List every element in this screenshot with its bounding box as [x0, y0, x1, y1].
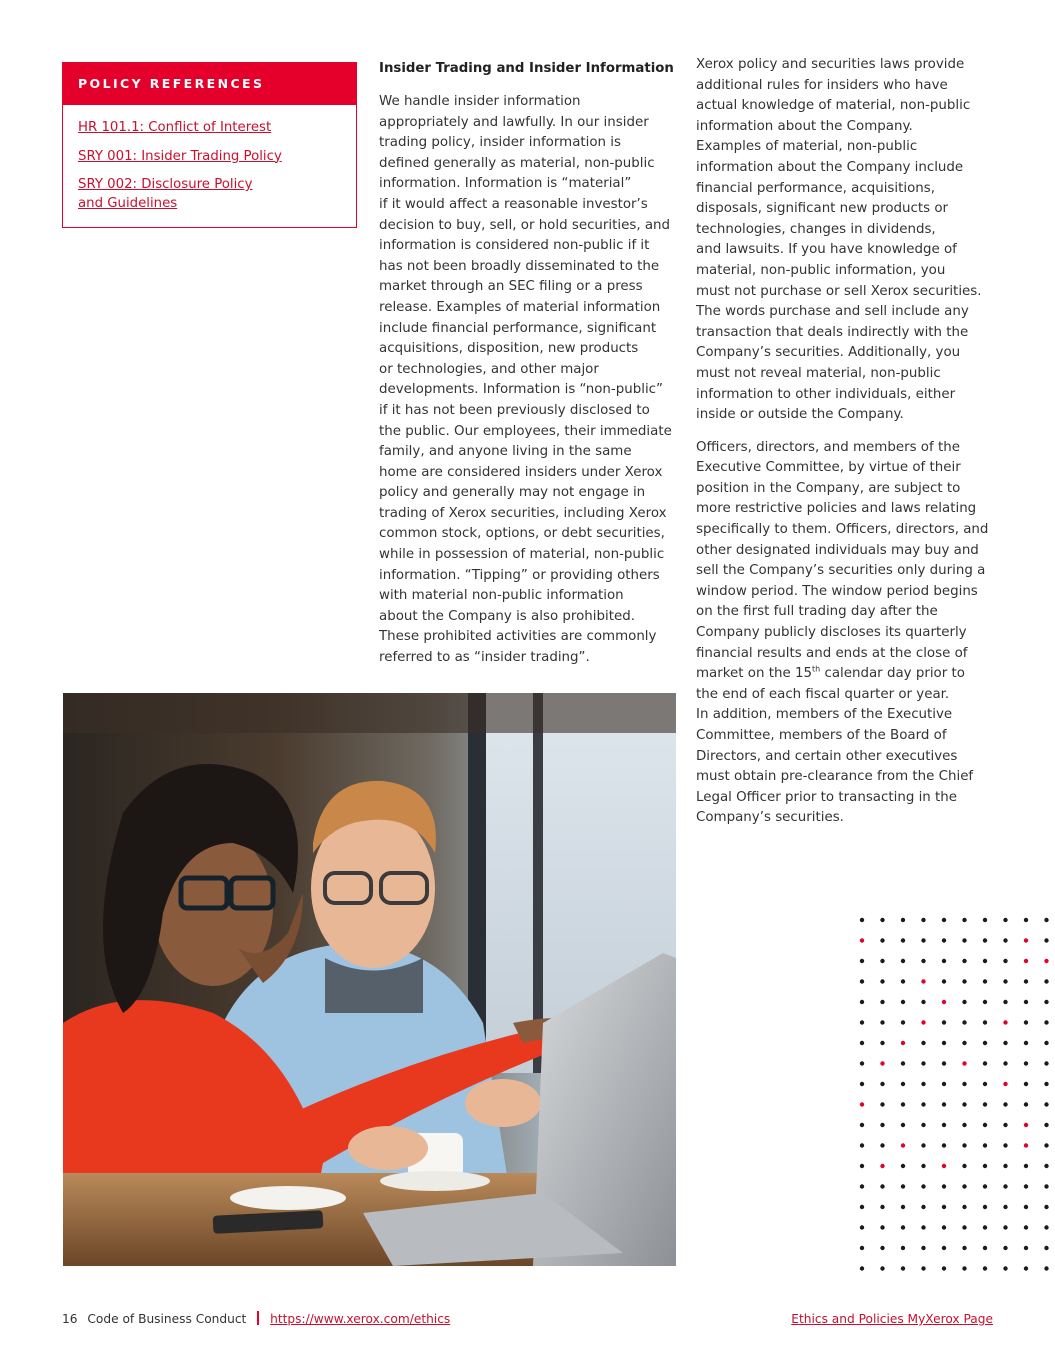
decorative-dot: [880, 918, 884, 922]
decorative-dot: [1044, 1041, 1048, 1045]
decorative-dot: [962, 1082, 966, 1086]
decorative-dot: [983, 1143, 987, 1147]
decorative-dot: [921, 1266, 925, 1270]
decorative-dot: [942, 1225, 946, 1229]
policy-link-sry-001[interactable]: SRY 001: Insider Trading Policy: [78, 148, 282, 164]
decorative-dot: [921, 1184, 925, 1188]
decorative-dot: [1024, 1102, 1028, 1106]
decorative-dot: [942, 918, 946, 922]
decorative-dot: [901, 938, 905, 942]
footer-separator: [257, 1311, 259, 1325]
decorative-dot: [1044, 1246, 1048, 1250]
decorative-dot: [860, 1143, 864, 1147]
decorative-dot: [880, 1184, 884, 1188]
policy-references-box: [62, 62, 357, 228]
decorative-dot: [942, 1205, 946, 1209]
decorative-dot: [860, 1266, 864, 1270]
decorative-dot: [1044, 1061, 1048, 1065]
decorative-dot: [942, 1246, 946, 1250]
decorative-dot: [921, 959, 925, 963]
decorative-dot: [880, 1020, 884, 1024]
decorative-dot: [1044, 1164, 1048, 1168]
decorative-dot: [962, 1123, 966, 1127]
decorative-dot: [1044, 1000, 1048, 1004]
decorative-dot: [880, 1266, 884, 1270]
decorative-dot: [901, 1123, 905, 1127]
decorative-dot: [962, 1225, 966, 1229]
decorative-dot: [942, 1123, 946, 1127]
decorative-dot: [983, 1246, 987, 1250]
decorative-dot: [1024, 1266, 1028, 1270]
decorative-dot: [880, 1000, 884, 1004]
decorative-dot: [901, 1246, 905, 1250]
decorative-dot: [921, 1164, 925, 1168]
decorative-dot: [1024, 1123, 1028, 1127]
decorative-dot: [921, 938, 925, 942]
decorative-dot: [1003, 1143, 1007, 1147]
decorative-dot: [921, 1000, 925, 1004]
decorative-dot-grid: [855, 912, 1055, 1282]
dot-grid-svg: [855, 912, 1055, 1282]
decorative-dot: [983, 1225, 987, 1229]
decorative-dot: [880, 1225, 884, 1229]
decorative-dot: [1024, 1225, 1028, 1229]
decorative-dot: [983, 959, 987, 963]
insider-trading-paragraph: We handle insider information appropriately and lawfully. In our insider trading policy, insider information is defined generally as material, non-public information. Information is “material” if it would affect a reasonable investor’s decision to buy, sell, or hold securities, and information is considered non-public if it has not been broadly disseminated to the market through an SEC filing or a press release. Examples of material information include financial performance, significant acquisitions, disposition, new products or technologies, and other major developments. Information is “non-public” if it has not been previously disclosed to the public. Our employees, their immediate family, and anyone living in the same home are considered insiders under Xerox policy and generally may not engage in trading of Xerox securities, including Xerox common stock, options, or debt securities, while in possession of material, non-public information. “Tipping” or providing others with material non-public information about the Company is also prohibited. These prohibited activities are commonly referred to as “insider trading”.: [379, 94, 672, 666]
decorative-dot: [942, 1000, 946, 1004]
decorative-dot: [880, 1041, 884, 1045]
decorative-dot: [901, 959, 905, 963]
decorative-dot: [880, 1205, 884, 1209]
decorative-dot: [901, 1266, 905, 1270]
decorative-dot: [880, 1164, 884, 1168]
policy-links-list: [63, 105, 356, 213]
policy-link-sry-002[interactable]: SRY 002: Disclosure Policy and Guidelines: [78, 177, 253, 211]
decorative-dot: [1003, 1041, 1007, 1045]
decorative-dot: [860, 1184, 864, 1188]
decorative-dot: [1003, 1123, 1007, 1127]
decorative-dot: [1024, 1041, 1028, 1045]
decorative-dot: [860, 1246, 864, 1250]
decorative-dot: [1003, 918, 1007, 922]
decorative-dot: [860, 1020, 864, 1024]
decorative-dot: [1003, 1184, 1007, 1188]
decorative-dot: [962, 1143, 966, 1147]
decorative-dot: [901, 918, 905, 922]
decorative-dot: [983, 979, 987, 983]
decorative-dot: [860, 1102, 864, 1106]
decorative-dot: [921, 918, 925, 922]
decorative-dot: [901, 1061, 905, 1065]
window-period-text-b: calendar day prior to the end of each fiscal quarter or year. In addition, members of the Executive Committee, members of the Board of Directors, and certain other executives must obtain pre-clearance from the Chief Legal Officer prior to transacting in the Company’s securities.: [696, 666, 974, 826]
decorative-dot: [942, 1082, 946, 1086]
decorative-dot: [1044, 1143, 1048, 1147]
decorative-dot: [942, 1102, 946, 1106]
decorative-dot: [983, 1205, 987, 1209]
decorative-dot: [962, 918, 966, 922]
decorative-dot: [901, 1102, 905, 1106]
photo-colleagues-at-laptop: [63, 693, 676, 1266]
decorative-dot: [901, 1184, 905, 1188]
decorative-dot: [921, 979, 925, 983]
decorative-dot: [1003, 1061, 1007, 1065]
decorative-dot: [1024, 959, 1028, 963]
decorative-dot: [962, 1020, 966, 1024]
insider-rules-paragraph: Xerox policy and securities laws provide additional rules for insiders who have actual knowledge of material, non-public information about the Company. Examples of material, non-public information about the Company include financial performance, acquisitions, disposals, significant new products or technologies, changes in dividends, and lawsuits. If you have knowledge of material, non-public information, you must not purchase or sell Xerox securities. The words purchase and sell include any transaction that deals indirectly with the Company’s securities. Additionally, you must not reveal material, non-public information to other individuals, either inside or outside the Company.: [696, 57, 982, 423]
decorative-dot: [921, 1041, 925, 1045]
decorative-dot: [1003, 979, 1007, 983]
photo-illustration: [63, 693, 676, 1266]
decorative-dot: [860, 979, 864, 983]
decorative-dot: [860, 1041, 864, 1045]
decorative-dot: [880, 1123, 884, 1127]
decorative-dot: [1044, 1225, 1048, 1229]
decorative-dot: [1024, 1246, 1028, 1250]
policy-references-title: POLICY REFERENCES: [63, 63, 356, 105]
decorative-dot: [962, 1102, 966, 1106]
decorative-dot: [901, 1164, 905, 1168]
decorative-dot: [942, 1164, 946, 1168]
decorative-dot: [901, 1041, 905, 1045]
decorative-dot: [921, 1225, 925, 1229]
decorative-dot: [860, 1082, 864, 1086]
decorative-dot: [860, 1061, 864, 1065]
decorative-dot: [1044, 959, 1048, 963]
decorative-dot: [962, 1000, 966, 1004]
decorative-dot: [1044, 1266, 1048, 1270]
decorative-dot: [880, 1061, 884, 1065]
decorative-dot: [1024, 918, 1028, 922]
decorative-dot: [921, 1082, 925, 1086]
decorative-dot: [942, 938, 946, 942]
page-footer: [62, 1309, 993, 1329]
decorative-dot: [860, 938, 864, 942]
decorative-dot: [962, 1041, 966, 1045]
decorative-dot: [880, 1082, 884, 1086]
decorative-dot: [1003, 1205, 1007, 1209]
page-number: 16: [62, 1312, 78, 1326]
decorative-dot: [942, 1061, 946, 1065]
ethics-url-link[interactable]: https://www.xerox.com/ethics: [270, 1312, 451, 1326]
window-period-paragraph: [696, 438, 1008, 829]
decorative-dot: [983, 1000, 987, 1004]
decorative-dot: [880, 938, 884, 942]
section-heading: Insider Trading and Insider Information: [379, 61, 674, 76]
decorative-dot: [880, 959, 884, 963]
decorative-dot: [1044, 1082, 1048, 1086]
decorative-dot: [880, 1102, 884, 1106]
decorative-dot: [860, 959, 864, 963]
decorative-dot: [1024, 979, 1028, 983]
decorative-dot: [901, 979, 905, 983]
decorative-dot: [901, 1000, 905, 1004]
decorative-dot: [1044, 918, 1048, 922]
decorative-dot: [983, 1164, 987, 1168]
decorative-dot: [1003, 1102, 1007, 1106]
decorative-dot: [860, 918, 864, 922]
decorative-dot: [942, 979, 946, 983]
decorative-dot: [1024, 1000, 1028, 1004]
decorative-dot: [921, 1061, 925, 1065]
decorative-dot: [921, 1143, 925, 1147]
decorative-dot: [983, 1184, 987, 1188]
decorative-dot: [942, 1020, 946, 1024]
decorative-dot: [1003, 1000, 1007, 1004]
decorative-dot: [1044, 1020, 1048, 1024]
decorative-dot: [983, 1082, 987, 1086]
decorative-dot: [1024, 938, 1028, 942]
decorative-dot: [921, 1102, 925, 1106]
decorative-dot: [962, 1061, 966, 1065]
decorative-dot: [860, 1000, 864, 1004]
decorative-dot: [1003, 1082, 1007, 1086]
decorative-dot: [901, 1143, 905, 1147]
policy-link-hr-101[interactable]: HR 101.1: Conflict of Interest: [78, 120, 272, 135]
decorative-dot: [880, 979, 884, 983]
decorative-dot: [1044, 1102, 1048, 1106]
decorative-dot: [942, 1184, 946, 1188]
decorative-dot: [983, 1102, 987, 1106]
decorative-dot: [901, 1020, 905, 1024]
decorative-dot: [901, 1205, 905, 1209]
decorative-dot: [1024, 1082, 1028, 1086]
decorative-dot: [860, 1225, 864, 1229]
decorative-dot: [1003, 959, 1007, 963]
decorative-dot: [983, 1061, 987, 1065]
decorative-dot: [942, 1041, 946, 1045]
decorative-dot: [880, 1143, 884, 1147]
decorative-dot: [860, 1164, 864, 1168]
decorative-dot: [860, 1123, 864, 1127]
decorative-dot: [901, 1082, 905, 1086]
decorative-dot: [962, 1266, 966, 1270]
decorative-dot: [921, 1205, 925, 1209]
decorative-dot: [962, 1205, 966, 1209]
decorative-dot: [1003, 1246, 1007, 1250]
decorative-dot: [942, 959, 946, 963]
decorative-dot: [962, 1246, 966, 1250]
decorative-dot: [962, 979, 966, 983]
column-insider-trading: [379, 58, 679, 681]
decorative-dot: [1003, 1164, 1007, 1168]
column-insider-rules: [696, 55, 1008, 841]
decorative-dot: [1024, 1020, 1028, 1024]
decorative-dot: [983, 938, 987, 942]
decorative-dot: [962, 1184, 966, 1188]
decorative-dot: [962, 959, 966, 963]
decorative-dot: [1003, 1266, 1007, 1270]
footer-doc-title: Code of Business Conduct: [87, 1312, 247, 1326]
decorative-dot: [1044, 1184, 1048, 1188]
decorative-dot: [1044, 979, 1048, 983]
myxerox-page-link[interactable]: Ethics and Policies MyXerox Page: [791, 1312, 993, 1326]
decorative-dot: [1044, 1205, 1048, 1209]
decorative-dot: [962, 1164, 966, 1168]
decorative-dot: [921, 1020, 925, 1024]
decorative-dot: [1044, 938, 1048, 942]
decorative-dot: [983, 1266, 987, 1270]
decorative-dot: [1024, 1184, 1028, 1188]
decorative-dot: [1003, 1020, 1007, 1024]
decorative-dot: [901, 1225, 905, 1229]
decorative-dot: [860, 1205, 864, 1209]
decorative-dot: [921, 1246, 925, 1250]
decorative-dot: [880, 1246, 884, 1250]
decorative-dot: [942, 1143, 946, 1147]
decorative-dot: [983, 1020, 987, 1024]
decorative-dot: [1003, 938, 1007, 942]
decorative-dot: [1024, 1164, 1028, 1168]
decorative-dot: [983, 918, 987, 922]
decorative-dot: [921, 1123, 925, 1127]
ordinal-suffix: th: [811, 664, 821, 674]
decorative-dot: [1024, 1061, 1028, 1065]
decorative-dot: [962, 938, 966, 942]
decorative-dot: [942, 1266, 946, 1270]
decorative-dot: [1024, 1205, 1028, 1209]
window-period-text-a: Officers, directors, and members of the Executive Committee, by virtue of their position in the Company, are subject to more restrictive policies and laws relating specifically to them. Officers, directors, and other designated individuals may buy and sell the Company’s securities only during a window period. The window period begins on the first full trading day after the Company publicly discloses its quarterly financial results and ends at the close of market on the 15: [696, 439, 989, 682]
decorative-dot: [1003, 1225, 1007, 1229]
decorative-dot: [983, 1123, 987, 1127]
decorative-dot: [983, 1041, 987, 1045]
decorative-dot: [1024, 1143, 1028, 1147]
decorative-dot: [1044, 1123, 1048, 1127]
